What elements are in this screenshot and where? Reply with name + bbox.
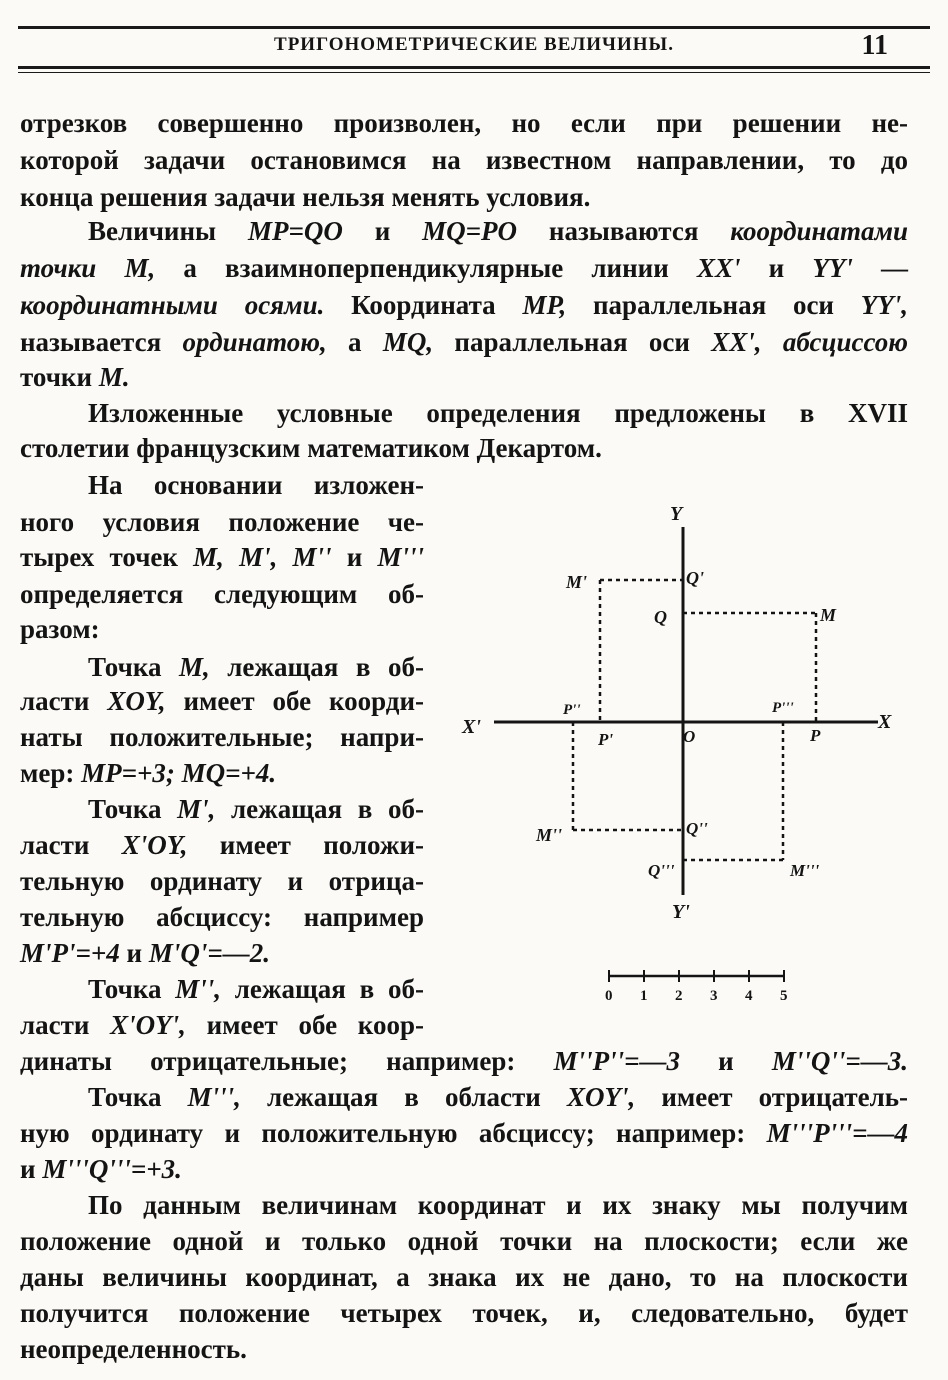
text-line: координатными осями. Координата MP, параллельная оси YY', [20,290,908,320]
text-line: и M'''Q'''=+3. [20,1154,182,1184]
text-line: отрезков совершенно произволен, но если при решении не- [20,108,908,138]
scale-label: 5 [780,988,788,1004]
scale-label: 4 [745,988,753,1004]
text-line: динаты отрицательные; например: M''P''=—3 и M''Q''=—3. [20,1046,908,1076]
text-line: Точка M''', лежащая в области XOY', имеет отрицатель- [88,1082,908,1112]
text-line: называется ординатою, а MQ, параллельная оси XX', абсциссою [20,327,908,357]
text-line: Точка M'', лежащая в об- [88,974,424,1004]
scale-label: 3 [710,988,718,1004]
point-label-m2: M'' [536,825,563,845]
text-line: Величины MP=QO и MQ=PO называются координатами [88,216,909,246]
text-line: ную ординату и положительную абсциссу; например: M'''P'''=—4 [20,1118,908,1148]
origin-label: O [683,727,696,746]
text-line: тырех точек M, M', M'' и M''' [20,542,425,572]
text-line: положение одной и только одной точки на плоскости; если же [20,1226,908,1256]
text-line: Точка M, лежащая в об- [88,652,424,682]
axis-label-y-neg: Y' [672,901,690,923]
axis-label-y: Y [670,503,683,525]
text-line: На основании изложен- [88,470,424,500]
text-line: наты положительные; напри- [20,722,424,752]
scale-label: 1 [640,988,648,1004]
point-label-q: Q [654,607,667,627]
point-label-m: M [820,605,837,625]
text-line: ласти XOY, имеет обе коорди- [20,686,425,716]
page-number: 11 [861,30,888,61]
text-line: Изложенные условные определения предложены в XVII [88,398,908,428]
point-label-p1: P' [598,730,614,749]
text-line: получится положение четырех точек, и, следовательно, будет [20,1298,908,1328]
text-line: тельную абсциссу: например [20,902,424,932]
header-rule-bottom-thick [18,66,930,69]
text-line: столетии французским математиком Декартом. [20,433,602,463]
text-line: ласти X'OY, имеет положи- [20,830,425,860]
text-line: разом: [20,614,100,644]
point-label-p3: P''' [772,700,794,716]
text-line: Точка M', лежащая в об- [88,794,424,824]
text-line: тельную ординату и отрица- [20,866,424,896]
point-label-q3: Q''' [648,861,675,880]
header-rule-top [18,26,930,29]
header-rule-bottom-thin [18,72,930,73]
text-line: точки M, а взаимноперпендикулярные линии XX' и YY' — [20,253,908,283]
point-label-q1: Q' [686,568,704,588]
point-label-m3: M''' [790,861,820,880]
text-line: ласти X'OY', имеет обе коор- [20,1010,425,1040]
text-line: даны величины координат, а знака их не дано, то на плоскости [20,1262,908,1292]
point-label-p2: P'' [563,702,581,718]
text-line: ного условия положение че- [20,507,424,537]
point-label-q2: Q'' [686,819,708,838]
scale-label: 2 [675,988,683,1004]
scale-label: 0 [605,988,613,1004]
text-line: мер: MP=+3; MQ=+4. [20,758,277,788]
text-line: По данным величинам координат и их знаку мы получим [88,1190,908,1220]
axis-label-x-neg: X' [462,716,481,738]
text-line: неопределенность. [20,1334,247,1364]
running-head: ТРИГОНОМЕТРИЧЕСКИЕ ВЕЛИЧИНЫ. [274,34,674,55]
text-line: M'P'=+4 и M'Q'=—2. [20,938,270,968]
text-line: которой задачи остановимся на известном направлении, то до [20,145,908,175]
text-line: конца решения задачи нельзя менять условия. [20,182,591,212]
text-line: определяется следующим об- [20,579,424,609]
axis-label-x: X [878,711,892,733]
point-label-m1: M' [566,572,588,592]
text-line: точки M. [20,362,130,392]
point-label-p: P [810,726,821,745]
